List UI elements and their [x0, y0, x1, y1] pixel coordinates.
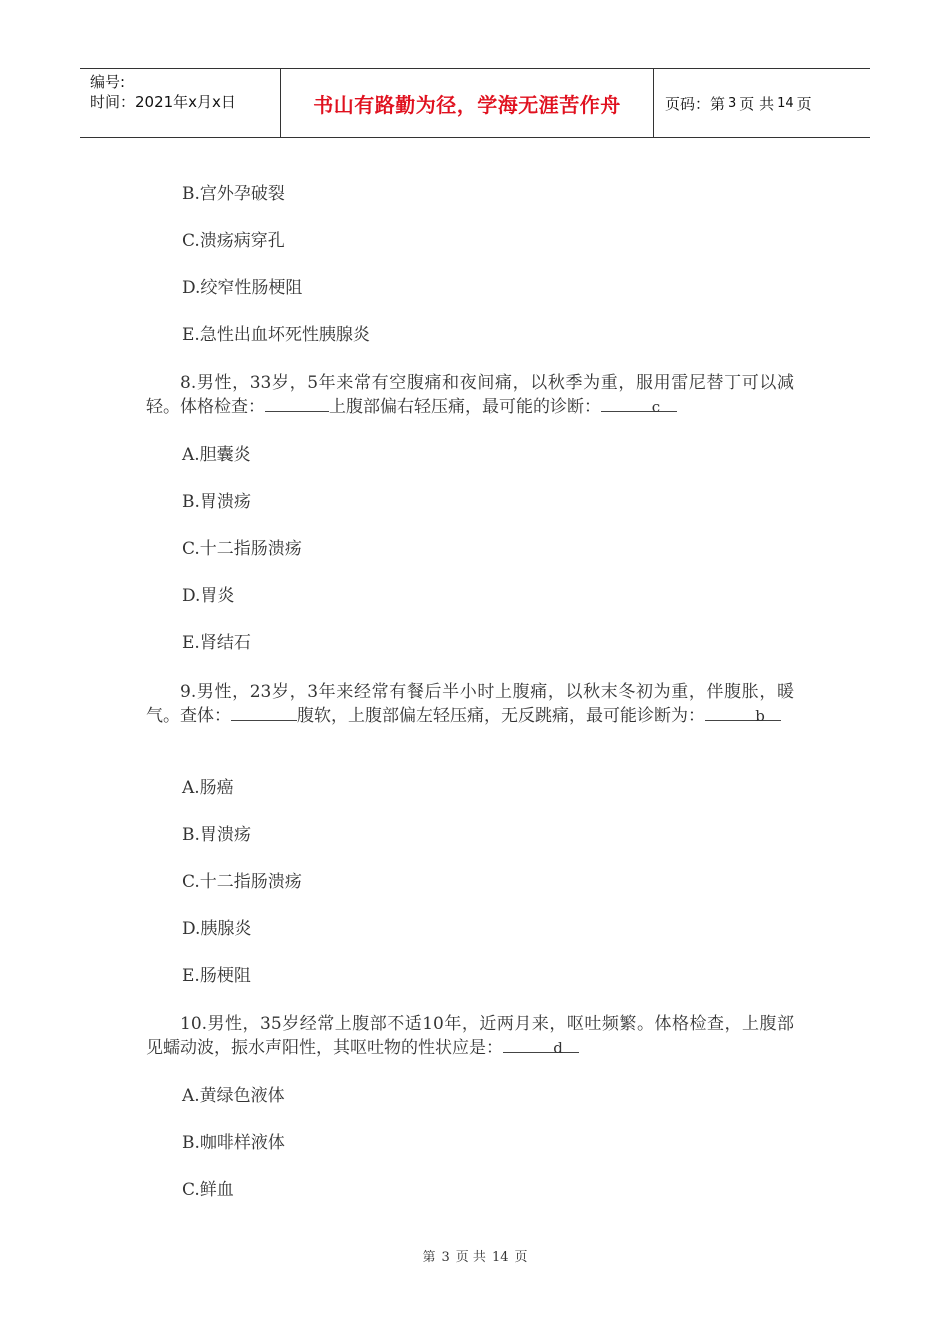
q8-option-a: A.胆囊炎 [182, 445, 251, 465]
q9-option-a: A.肠癌 [182, 778, 234, 798]
header-page-number: 3 [728, 95, 737, 111]
page-header [80, 68, 870, 138]
q9-option-b: B.胃溃疡 [182, 825, 251, 845]
header-page-info [654, 69, 870, 137]
q8-text-a: 8.男性，33岁，5年来常有空腹痛和夜间痛，以秋季为重，服用雷尼替丁可以减轻。体格检查： [146, 373, 794, 417]
footer-suffix: 页 [514, 1250, 528, 1265]
question-8 [146, 371, 794, 419]
q9-blank [231, 704, 297, 721]
q9-option-e: E.肠梗阻 [182, 966, 251, 986]
footer-total: 14 [491, 1250, 509, 1265]
q7-option-e: E.急性出血坏死性胰腺炎 [182, 325, 370, 345]
q10-option-a: A.黄绿色液体 [182, 1086, 285, 1106]
footer-mid: 页 共 [455, 1250, 486, 1265]
q8-option-e: E.肾结石 [182, 633, 251, 653]
q10-option-b: B.咖啡样液体 [182, 1133, 285, 1153]
header-number: 编号: [90, 73, 126, 91]
q10-text: 10.男性，35岁经常上腹部不适10年，近两月来，呕吐频繁。体格检查，上腹部见蠕动波，振水声阳性，其呕吐物的性状应是： [146, 1014, 794, 1058]
header-page-total: 14 [777, 95, 794, 111]
header-page-label: 页码：第 [665, 94, 726, 113]
q9-option-c: C.十二指肠溃疡 [182, 872, 302, 892]
page-footer [0, 1246, 950, 1265]
q9-option-d: D.胰腺炎 [182, 919, 252, 939]
q7-option-b: B.宫外孕破裂 [182, 184, 285, 204]
q8-answer: c [601, 395, 677, 412]
q8-text-b: 上腹部偏右轻压痛，最可能的诊断： [329, 397, 601, 417]
footer-page: 3 [441, 1250, 450, 1265]
footer-prefix: 第 [422, 1250, 436, 1265]
header-meta [80, 69, 281, 137]
q9-answer: b [705, 704, 781, 721]
q8-option-d: D.胃炎 [182, 586, 235, 606]
q10-option-c: C.鲜血 [182, 1180, 234, 1200]
question-9 [146, 680, 794, 728]
q8-option-c: C.十二指肠溃疡 [182, 539, 302, 559]
header-page-mid: 页 共 [739, 94, 775, 113]
header-motto: 书山有路勤为径，学海无涯苦作舟 [281, 69, 654, 137]
q8-blank [265, 395, 329, 412]
q7-option-d: D.绞窄性肠梗阻 [182, 278, 303, 298]
q9-text-a: 9.男性，23岁，3年来经常有餐后半小时上腹痛，以秋末冬初为重，伴腹胀，暖气。查体： [146, 682, 794, 726]
question-10 [146, 1012, 794, 1060]
q10-answer: d [503, 1036, 579, 1053]
q7-option-c: C.溃疡病穿孔 [182, 231, 285, 251]
header-time: 时间：2021年x月x日 [90, 93, 236, 111]
q8-option-b: B.胃溃疡 [182, 492, 251, 512]
q9-text-b: 腹软，上腹部偏左轻压痛，无反跳痛，最可能诊断为： [297, 706, 705, 726]
header-page-end: 页 [796, 94, 812, 113]
